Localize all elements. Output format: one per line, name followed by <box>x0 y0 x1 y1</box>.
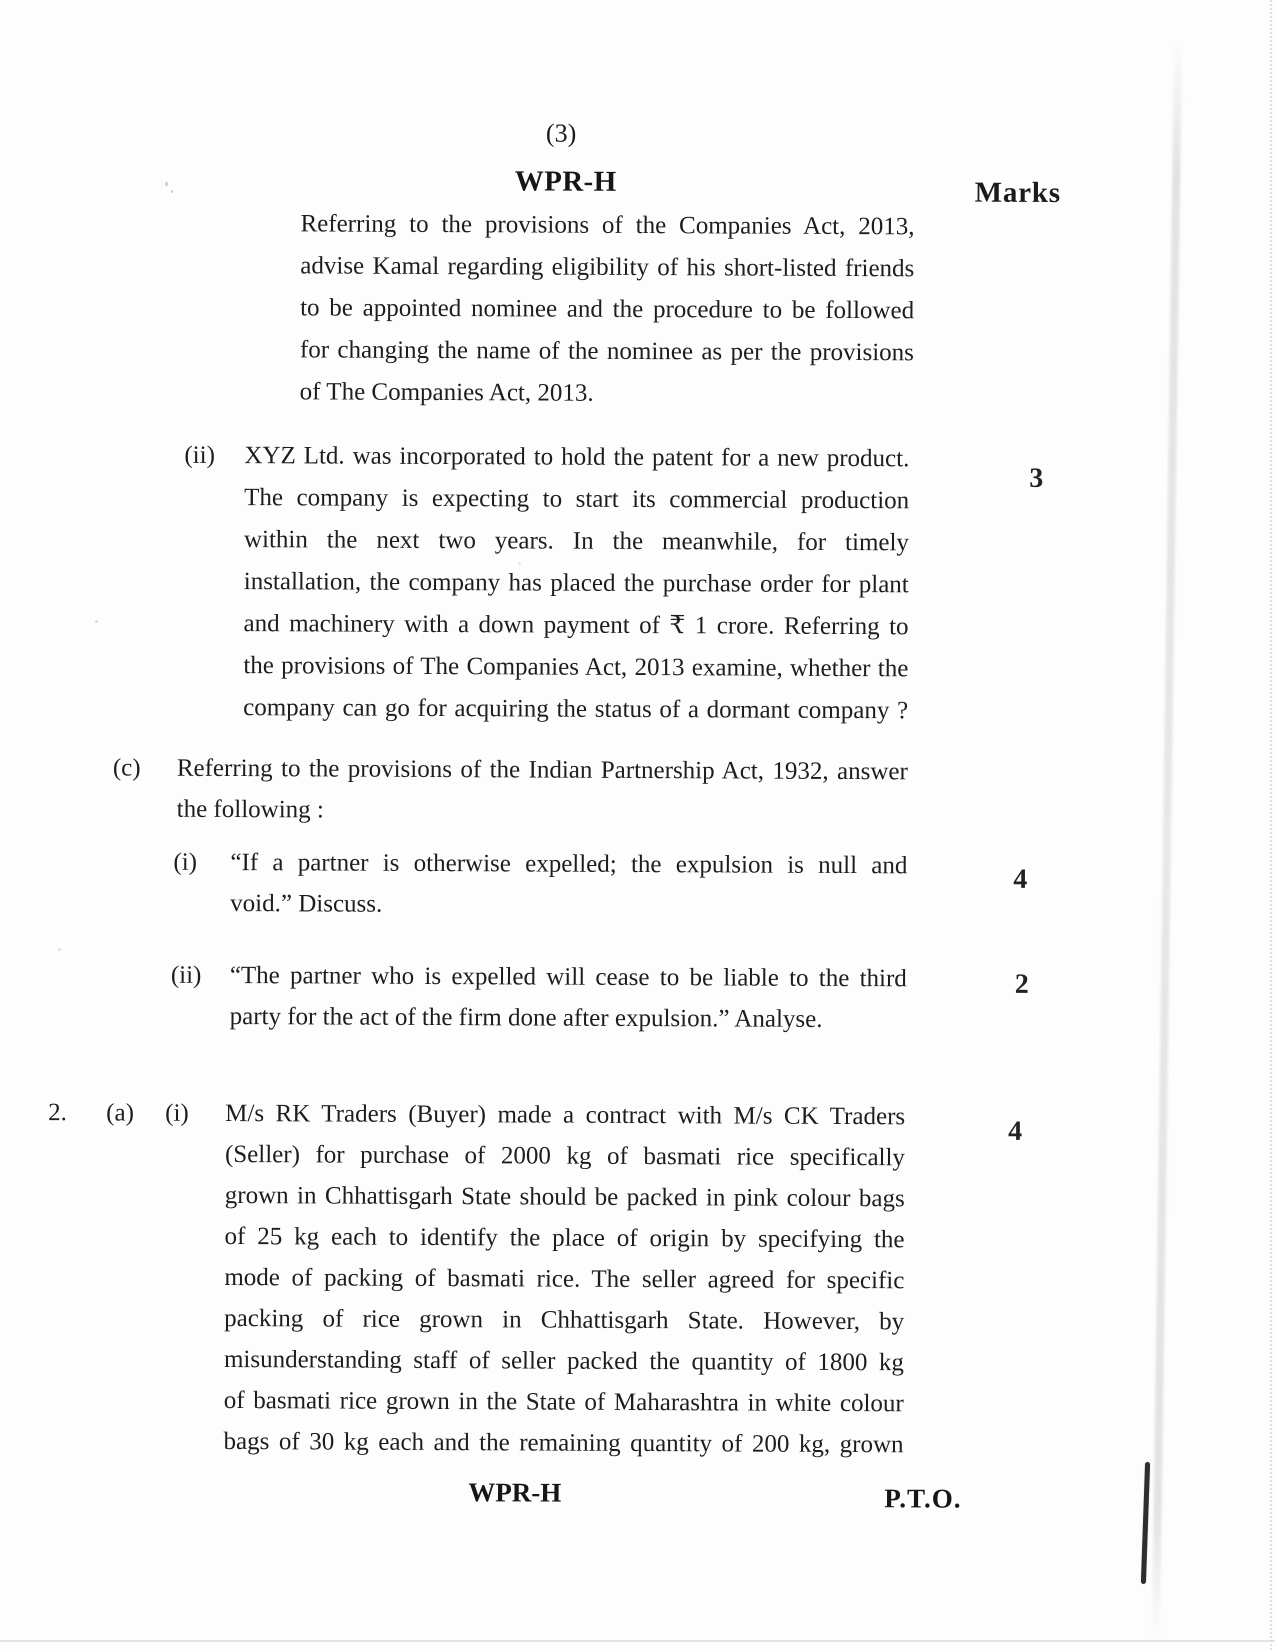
q2-part-marker: (a) <box>106 1099 134 1127</box>
q1c-i-marker: (i) <box>173 848 198 876</box>
footer-paper-code: WPR-H <box>468 1477 562 1508</box>
pto-label: P.T.O. <box>884 1483 962 1514</box>
scan-speck <box>872 1235 875 1238</box>
q1c-i-marks: 4 <box>1013 863 1028 895</box>
q1c-i-text: “If a partner is otherwise expelled; the expulsion is null and void.” Discuss. <box>230 849 908 918</box>
scan-speck <box>95 620 98 623</box>
q1c-ii-text: “The partner who is expelled will cease to be liable to the third party for the act of the firm done after expulsion.” Analyse. <box>229 962 907 1033</box>
page-number: (3) <box>545 118 577 148</box>
q1c-ii-marker: (ii) <box>170 961 202 989</box>
scan-speck <box>165 182 168 186</box>
q2-marks: 4 <box>1008 1115 1023 1147</box>
paper-code-header: WPR-H <box>514 165 617 198</box>
q2-sub-marker: (i) <box>165 1099 189 1127</box>
q2-number: 2. <box>48 1099 67 1127</box>
marks-column-label: Marks <box>974 176 1061 210</box>
q1c-marker: (c) <box>112 754 141 782</box>
page-right-edge-line <box>1270 0 1272 1650</box>
page-bottom-edge-line <box>0 1640 1275 1642</box>
scan-speck <box>518 562 521 565</box>
q1b-intro-paragraph: Referring to the provisions of the Companies Act, 2013, advise Kamal regarding eligibility of his short-listed friends to be appointed nominee and the procedure to be followed for changing the name of the nominee as per the provisions of The Companies Act, 2013. <box>299 210 915 407</box>
scan-speck <box>171 190 173 193</box>
q1b-ii-marker: (ii) <box>184 441 216 469</box>
scan-speck <box>58 948 61 951</box>
q1b-ii-marks: 3 <box>1029 462 1044 494</box>
q2-text: M/s RK Traders (Buyer) made a contract with M/s CK Traders (Seller) for purchase of 2000 kg of basmati rice specifically grown in Chhattisgarh State should be packed in pink colour bags of 25 kg each to identify the place of origin by specifying the mode of packing of basmati rice. The seller agreed for specific packing of rice grown in Chhattisgarh State. However, by misunderstanding staff of seller packed the quantity of 1800 kg of basmati rice grown in the State of Maharashtra in white colour bags of 30 kg each and the remaining quantity of 200 kg, grown <box>223 1099 906 1459</box>
q1c-ii-marks: 2 <box>1014 968 1029 1000</box>
q1b-ii-text: XYZ Ltd. was incorporated to hold the patent for a new product. The company is expecting to start its commercial production within the next two years. In the meanwhile, for timely installation, the company has placed the purchase order for plant and machinery with a down payment of ₹ 1 crore. Referring to the provisions of The Companies Act, 2013 examine, whether the company can go for acquiring the status of a dormant company ? <box>243 442 910 725</box>
q1c-heading: Referring to the provisions of the Indian Partnership Act, 1932, answer the following : <box>176 754 908 824</box>
